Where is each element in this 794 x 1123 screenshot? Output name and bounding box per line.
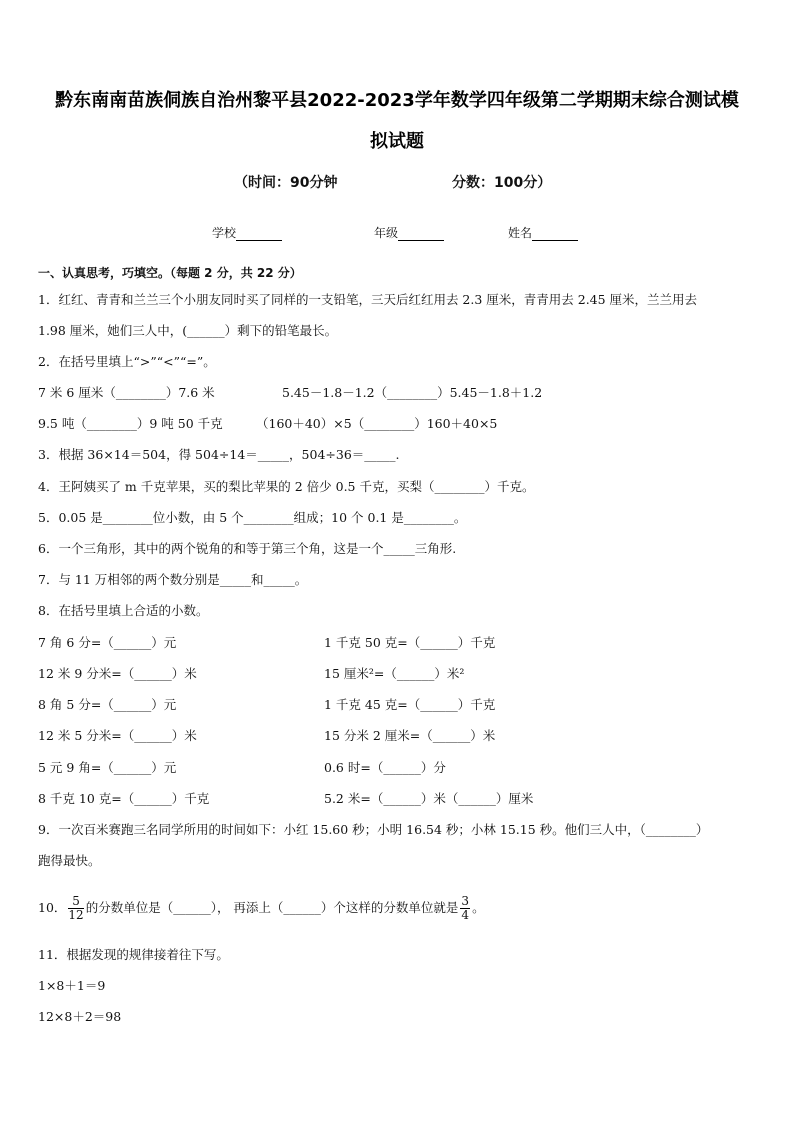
fraction-five-twelfths: $\frac{5}{12}$ — [68, 894, 84, 922]
q8-item: 8 角 5 分=（______）元 — [38, 697, 177, 712]
school-blank[interactable] — [236, 228, 282, 241]
q8-text: 8．在括号里填上合适的小数。 — [38, 603, 209, 618]
q4-text: 4．王阿姨买了 m 千克苹果，买的梨比苹果的 2 倍少 0.5 千克，买梨（________）千克。 — [38, 479, 535, 494]
school-field[interactable]: 学校 — [212, 224, 282, 241]
q2-item-c: 9.5 吨（________）9 吨 50 千克 — [38, 416, 223, 431]
q8-item: 7 角 6 分=（______）元 — [38, 635, 177, 650]
q10-text: 10． $\frac{5}{12}$ 的分数单位是（______）， 再添上（______）个这样的分数单位就是 $\frac{3}{4}$ 。 — [38, 894, 485, 922]
q6-text: 6．一个三角形，其中的两个锐角的和等于第三个角，这是一个_____三角形. — [38, 541, 457, 556]
q8-item: 5 元 9 角=（______）元 — [38, 760, 177, 775]
q1-text-cont: 1.98 厘米，她们三人中，(______）剩下的铅笔最长。 — [38, 323, 338, 338]
q2-text: 2．在括号里填上“>”“<”“=”。 — [38, 354, 216, 369]
q2-item-a: 7 米 6 厘米（________）7.6 米 — [38, 385, 215, 400]
q8-item: 15 分米 2 厘米=（______）米 — [324, 728, 496, 743]
q8-item: 15 厘米²=（______）米² — [324, 666, 465, 681]
grade-field[interactable]: 年级 — [374, 224, 444, 241]
q8-row — [38, 666, 465, 682]
q2-row2 — [38, 416, 498, 432]
q8-row — [38, 635, 496, 651]
q8-row — [38, 791, 534, 807]
name-field[interactable]: 姓名 — [508, 224, 578, 241]
q8-item: 12 米 5 分米=（______）米 — [38, 728, 197, 743]
q8-item: 8 千克 10 克=（______）千克 — [38, 791, 210, 806]
time-limit: （时间：90分钟 — [234, 175, 338, 191]
q8-item: 5.2 米=（______）米（______）厘米 — [324, 791, 534, 806]
q5-text: 5．0.05 是________位小数，由 5 个________组成；10 个 0.1 是________。 — [38, 510, 467, 525]
fraction-three-quarters: $\frac{3}{4}$ — [461, 894, 470, 922]
total-score: 分数：100分） — [452, 175, 552, 191]
q2-item-b: 5.45－1.8－1.2（________）5.45－1.8＋1.2 — [282, 385, 543, 400]
q9-text: 9．一次百米赛跑三名同学所用的时间如下：小红 15.60 秒；小明 16.54 秒；小林 15.15 秒。他们三人中，（________） — [38, 822, 709, 837]
grade-blank[interactable] — [398, 228, 444, 241]
q2-item-d: （160＋40）×5（________）160＋40×5 — [256, 416, 498, 431]
q8-row — [38, 760, 446, 776]
q8-item: 1 千克 45 克=（______）千克 — [324, 697, 496, 712]
exam-title-line1: 黔东南南苗族侗族自治州黎平县2022-2023学年数学四年级第二学期期末综合测试模 — [55, 90, 739, 111]
q8-item: 12 米 9 分米=（______）米 — [38, 666, 197, 681]
q2-row1 — [38, 385, 543, 401]
q1-text: 1．红红、青青和兰兰三个小朋友同时买了同样的一支铅笔，三天后红红用去 2.3 厘米，青青用去 2.45 厘米，兰兰用去 — [38, 292, 698, 307]
section-heading: 一、认真思考，巧填空。（每题 2 分，共 22 分） — [38, 266, 302, 280]
exam-title-line2: 拟试题 — [370, 131, 424, 152]
q8-row — [38, 697, 496, 713]
q11-example-1: 1×8＋1＝9 — [38, 978, 106, 993]
q8-item: 1 千克 50 克=（______）千克 — [324, 635, 496, 650]
q8-row — [38, 728, 496, 744]
q7-text: 7．与 11 万相邻的两个数分别是_____和_____。 — [38, 572, 308, 587]
q9-text-cont: 跑得最快。 — [38, 853, 101, 868]
q11-text: 11．根据发现的规律接着往下写。 — [38, 947, 229, 962]
q3-text: 3．根据 36×14＝504，得 504÷14＝_____，504÷36＝_____. — [38, 447, 400, 462]
name-blank[interactable] — [532, 228, 578, 241]
q8-item: 0.6 时=（______）分 — [324, 760, 446, 775]
q11-example-2: 12×8＋2＝98 — [38, 1009, 122, 1024]
